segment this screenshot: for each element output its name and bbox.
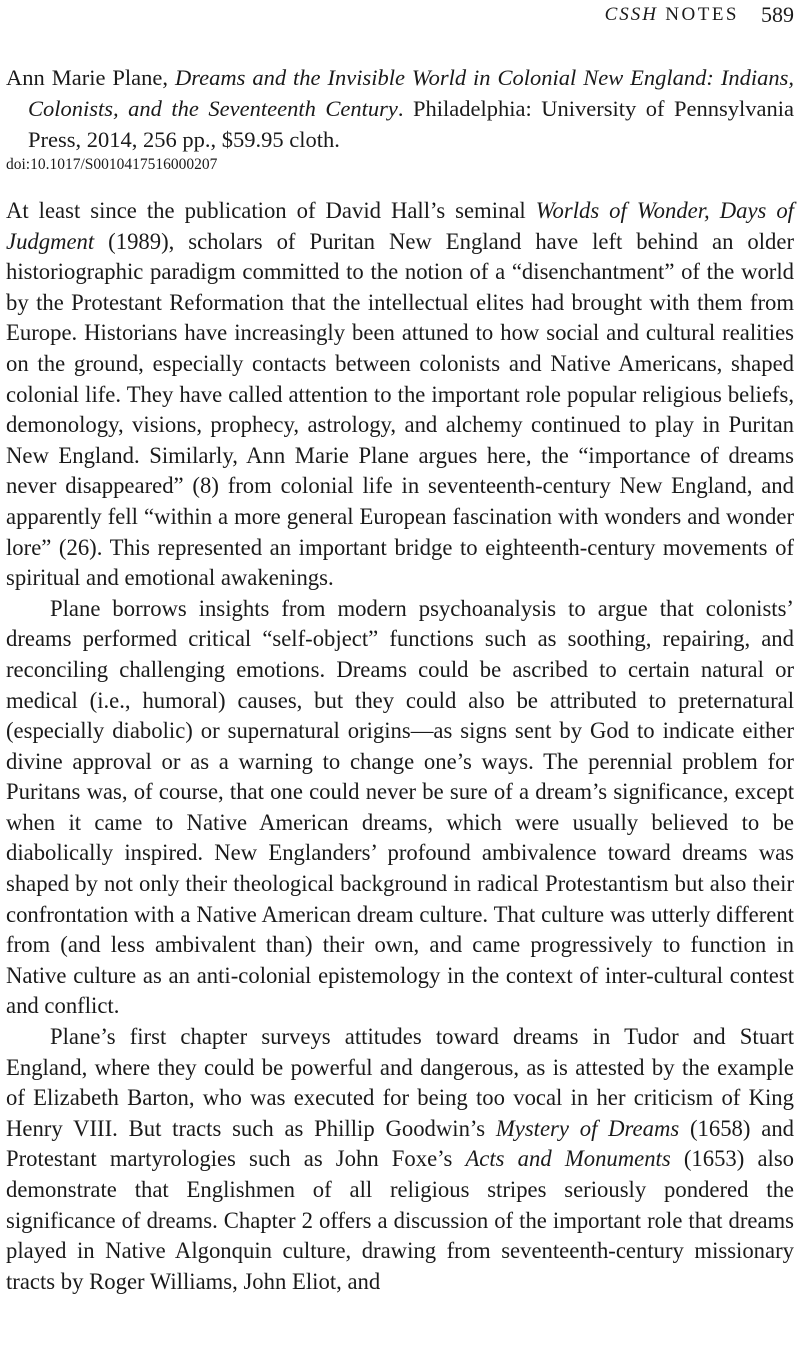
section-label: NOTES xyxy=(665,4,739,25)
text-run: Plane’s first chapter surveys attitudes toward dreams in Tudor and Stuart England, where they could be powerful and dangerous, as is attested by the example of Elizabeth Barton, who was executed for being too vocal in her criticism of King Henry VIII. But tracts such as Phillip Goodwin’s xyxy=(6,1024,794,1141)
running-head xyxy=(605,4,739,26)
paragraph-1 xyxy=(6,196,794,594)
paragraph-2 xyxy=(6,594,794,1022)
citation-publication: . Philadelphia: University of Pennsylvania Press, 2014, 256 pp., $59.95 cloth. xyxy=(28,96,794,152)
review-body xyxy=(6,196,794,1297)
citation-author: Ann Marie Plane, xyxy=(6,65,175,90)
text-run: (1653) also demonstrate that Englishmen of all religious stripes seriously pondered the significance of dreams. Chapter 2 offers a discussion of the important role that dreams played in Native Algonquin culture, drawing from seventeenth-century missionary tracts by Roger Williams, John Eliot, and xyxy=(6,1146,794,1294)
journal-abbrev: CSSH xyxy=(604,4,659,25)
text-run: At least since the publication of David Hall’s seminal xyxy=(6,198,536,223)
text-run: (1989), scholars of Puritan New England have left behind an older historiographic paradigm committed to the notion of a “disenchantment” of the world by the Protestant Reformation that the intellectual elites had brought with them from Europe. Historians have increasingly been attuned to how social and cultural realities on the ground, especially contacts between colonists and Native Americans, shaped colonial life. They have called attention to the important role popular religious beliefs, demonology, visions, prophecy, astrology, and alchemy continued to play in Puritan New England. Similarly, Ann Marie Plane argues here, the “importance of dreams never disappeared” (8) from colonial life in seventeenth-century New England, and apparently fell “within a more general European fascination with wonders and wonder lore” (26). This represented an important bridge to eighteenth-century movements of spiritual and emotional awakenings. xyxy=(6,228,794,591)
page-number: 589 xyxy=(761,2,794,27)
italic-title: Acts and Monuments xyxy=(465,1146,671,1172)
running-header xyxy=(605,0,794,30)
citation-title: Dreams and the Invisible World in Colonial New England: Indians, Colonists, and the Seventeenth Century xyxy=(28,65,794,121)
paragraph-3 xyxy=(6,1022,794,1297)
text-run: Plane borrows insights from modern psychoanalysis to argue that colonists’ dreams performed critical “self-object” functions such as soothing, repairing, and reconciling challenging emotions. Dreams could be ascribed to certain natural or medical (i.e., humoral) causes, but they could also be attributed to preternatural (especially diabolic) or supernatural origins—as signs sent by God to indicate either divine approval or as a warning to change one’s ways. The perennial problem for Puritans was, of course, that one could never be sure of a dream’s significance, except when it came to Native American dreams, which were usually believed to be diabolically inspired. New Englanders’ profound ambivalence toward dreams was shaped by not only their theological background in radical Protestantism but also their confrontation with a Native American dream culture. That culture was utterly different from (and less ambivalent than) their own, and came progressively to function in Native culture as an anti-colonial epistemology in the context of inter-cultural contest and conflict. xyxy=(6,595,794,1019)
text-run: (1658) and Protestant martyrologies such as John Foxe’s xyxy=(6,1115,795,1172)
doi-line: doi:10.1017/S0010417516000207 xyxy=(6,156,218,173)
italic-title: Mystery of Dreams xyxy=(495,1115,680,1141)
book-citation xyxy=(6,62,794,155)
italic-title: Worlds of Wonder, Days of Judgment xyxy=(6,198,794,254)
